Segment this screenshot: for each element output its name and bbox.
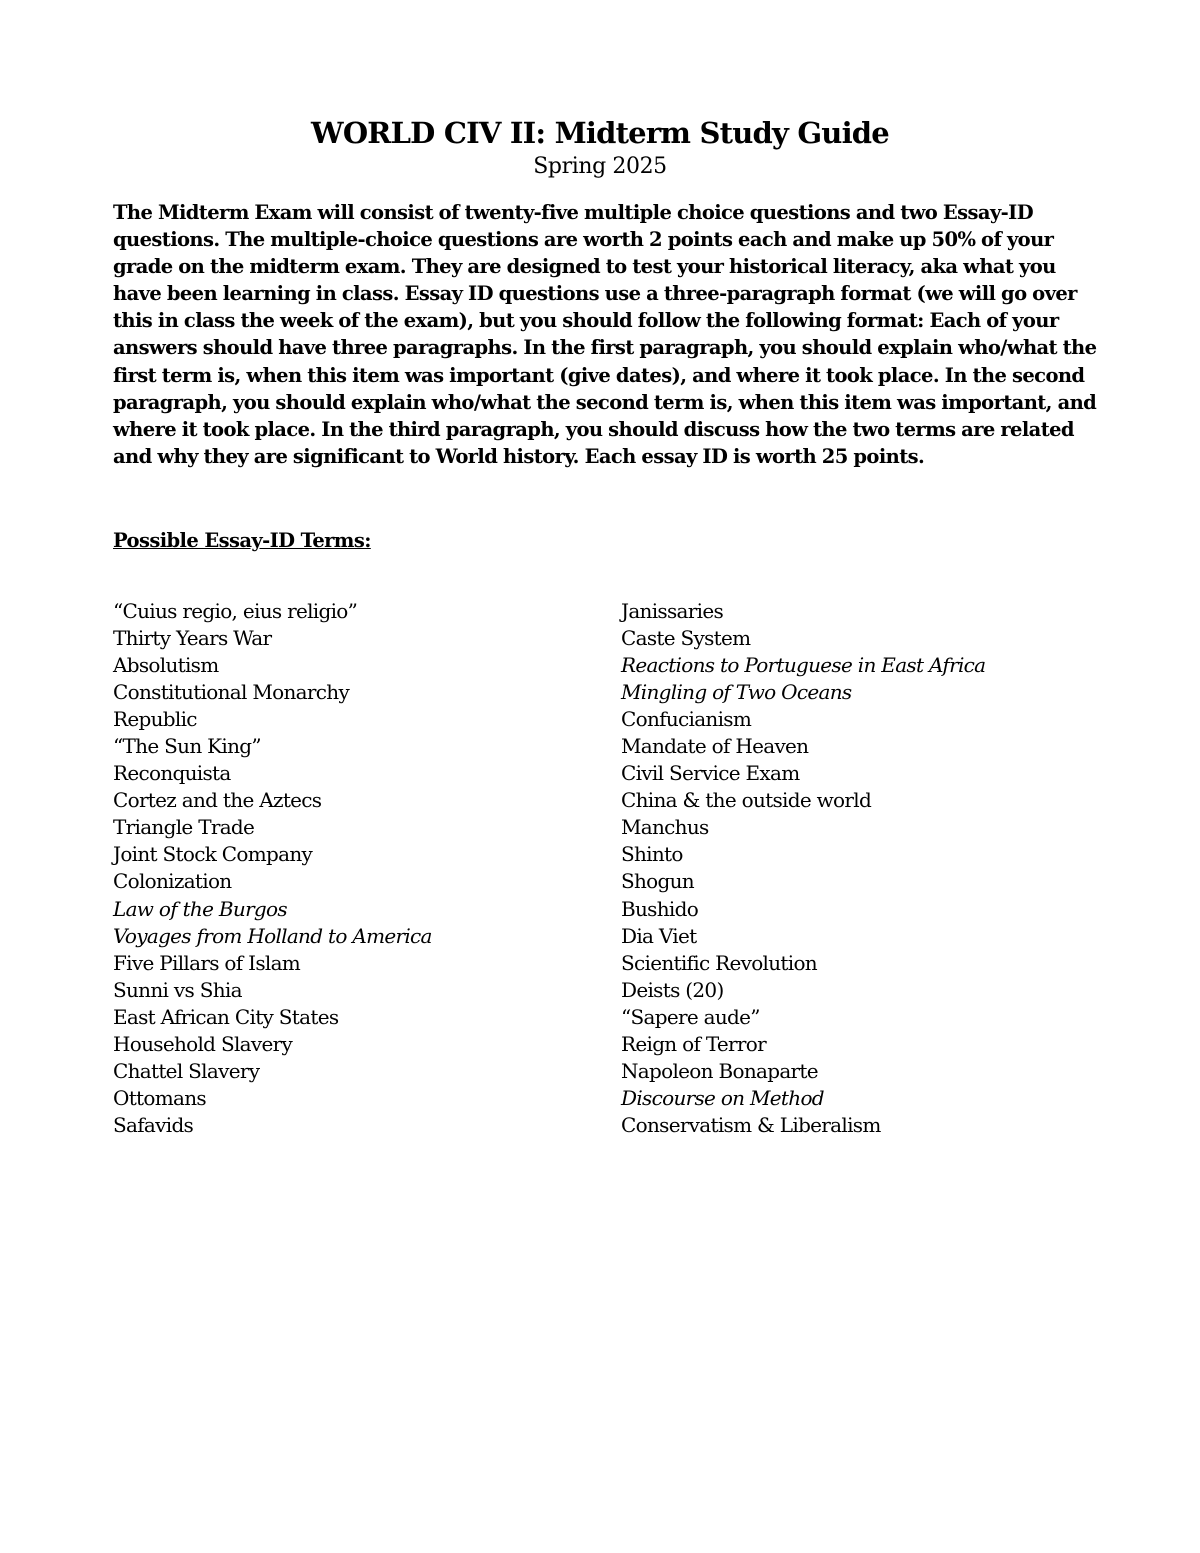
term-item: Mandate of Heaven <box>621 734 809 759</box>
term-item: China & the outside world <box>621 788 872 813</box>
term-item: Voyages from Holland to America <box>113 923 432 948</box>
term-item: East African City States <box>113 1004 339 1029</box>
term-item: Janissaries <box>621 599 724 623</box>
page-subtitle: Spring 2025 <box>533 154 667 179</box>
term-item: Manchus <box>621 815 709 840</box>
term-item: Shogun <box>621 869 694 894</box>
term-item: Napoleon Bonaparte <box>621 1058 818 1083</box>
term-item: Conservatism & Liberalism <box>621 1112 881 1137</box>
term-item: Safavids <box>113 1112 194 1137</box>
term-item: Sunni vs Shia <box>113 977 242 1002</box>
term-item: Reactions to Portuguese in East Africa <box>621 653 986 678</box>
term-item: “The Sun King” <box>113 734 261 759</box>
term-item: Joint Stock Company <box>113 842 313 867</box>
term-item: Deists (20) <box>621 977 724 1002</box>
term-item: Ottomans <box>113 1085 206 1110</box>
page-title: WORLD CIV II: Midterm Study Guide <box>311 116 889 150</box>
term-item: Cortez and the Aztecs <box>113 788 322 813</box>
terms-heading: Possible Essay-ID Terms: <box>113 529 371 552</box>
exam-description: The Midterm Exam will consist of twenty-five multiple choice questions and two Essay-ID questions. The multiple-choice questions are worth 2 points each and make up 50% of your grade on the midterm exam. They are designed to test your historical literacy, aka what you have been learning in class. Essay ID questions use a three-paragraph format (we will go over this in class the week of the exam), but you should follow the following format: Each of your answers should have three paragraphs. In the first paragraph, you should explain who/what the first term is, when this item was important (give dates), and where it took place. In the second paragraph, you should explain who/what the second term is, when this item was important, and where it took place. In the third paragraph, you should discuss how the two terms are related and why they are significant to World history. Each essay ID is worth 25 points. <box>113 201 1097 468</box>
term-item: Absolutism <box>113 653 219 678</box>
term-item: Discourse on Method <box>621 1085 824 1110</box>
term-item: Civil Service Exam <box>621 761 800 786</box>
term-item: Constitutional Monarchy <box>113 680 350 705</box>
term-item: Confucianism <box>621 707 752 732</box>
term-item: Household Slavery <box>113 1031 293 1056</box>
term-item: Reign of Terror <box>621 1031 766 1056</box>
term-item: “Sapere aude” <box>621 1004 760 1029</box>
term-item: Triangle Trade <box>113 815 255 840</box>
term-item: Mingling of Two Oceans <box>621 680 852 705</box>
term-item: Caste System <box>621 626 751 651</box>
term-item: Law of the Burgos <box>113 896 287 921</box>
term-item: Five Pillars of Islam <box>113 950 301 975</box>
term-item: Scientific Revolution <box>621 950 817 975</box>
term-item: Colonization <box>113 869 232 894</box>
term-item: Shinto <box>621 842 683 867</box>
term-item: Republic <box>113 707 197 732</box>
term-item: Dia Viet <box>621 923 697 948</box>
term-item: “Cuius regio, eius religio” <box>113 599 358 623</box>
terms-list-right <box>621 598 1101 1139</box>
term-item: Thirty Years War <box>113 626 272 651</box>
term-item: Chattel Slavery <box>113 1058 260 1083</box>
term-item: Reconquista <box>113 761 231 786</box>
terms-list-left <box>113 598 593 1139</box>
term-item: Bushido <box>621 896 699 921</box>
